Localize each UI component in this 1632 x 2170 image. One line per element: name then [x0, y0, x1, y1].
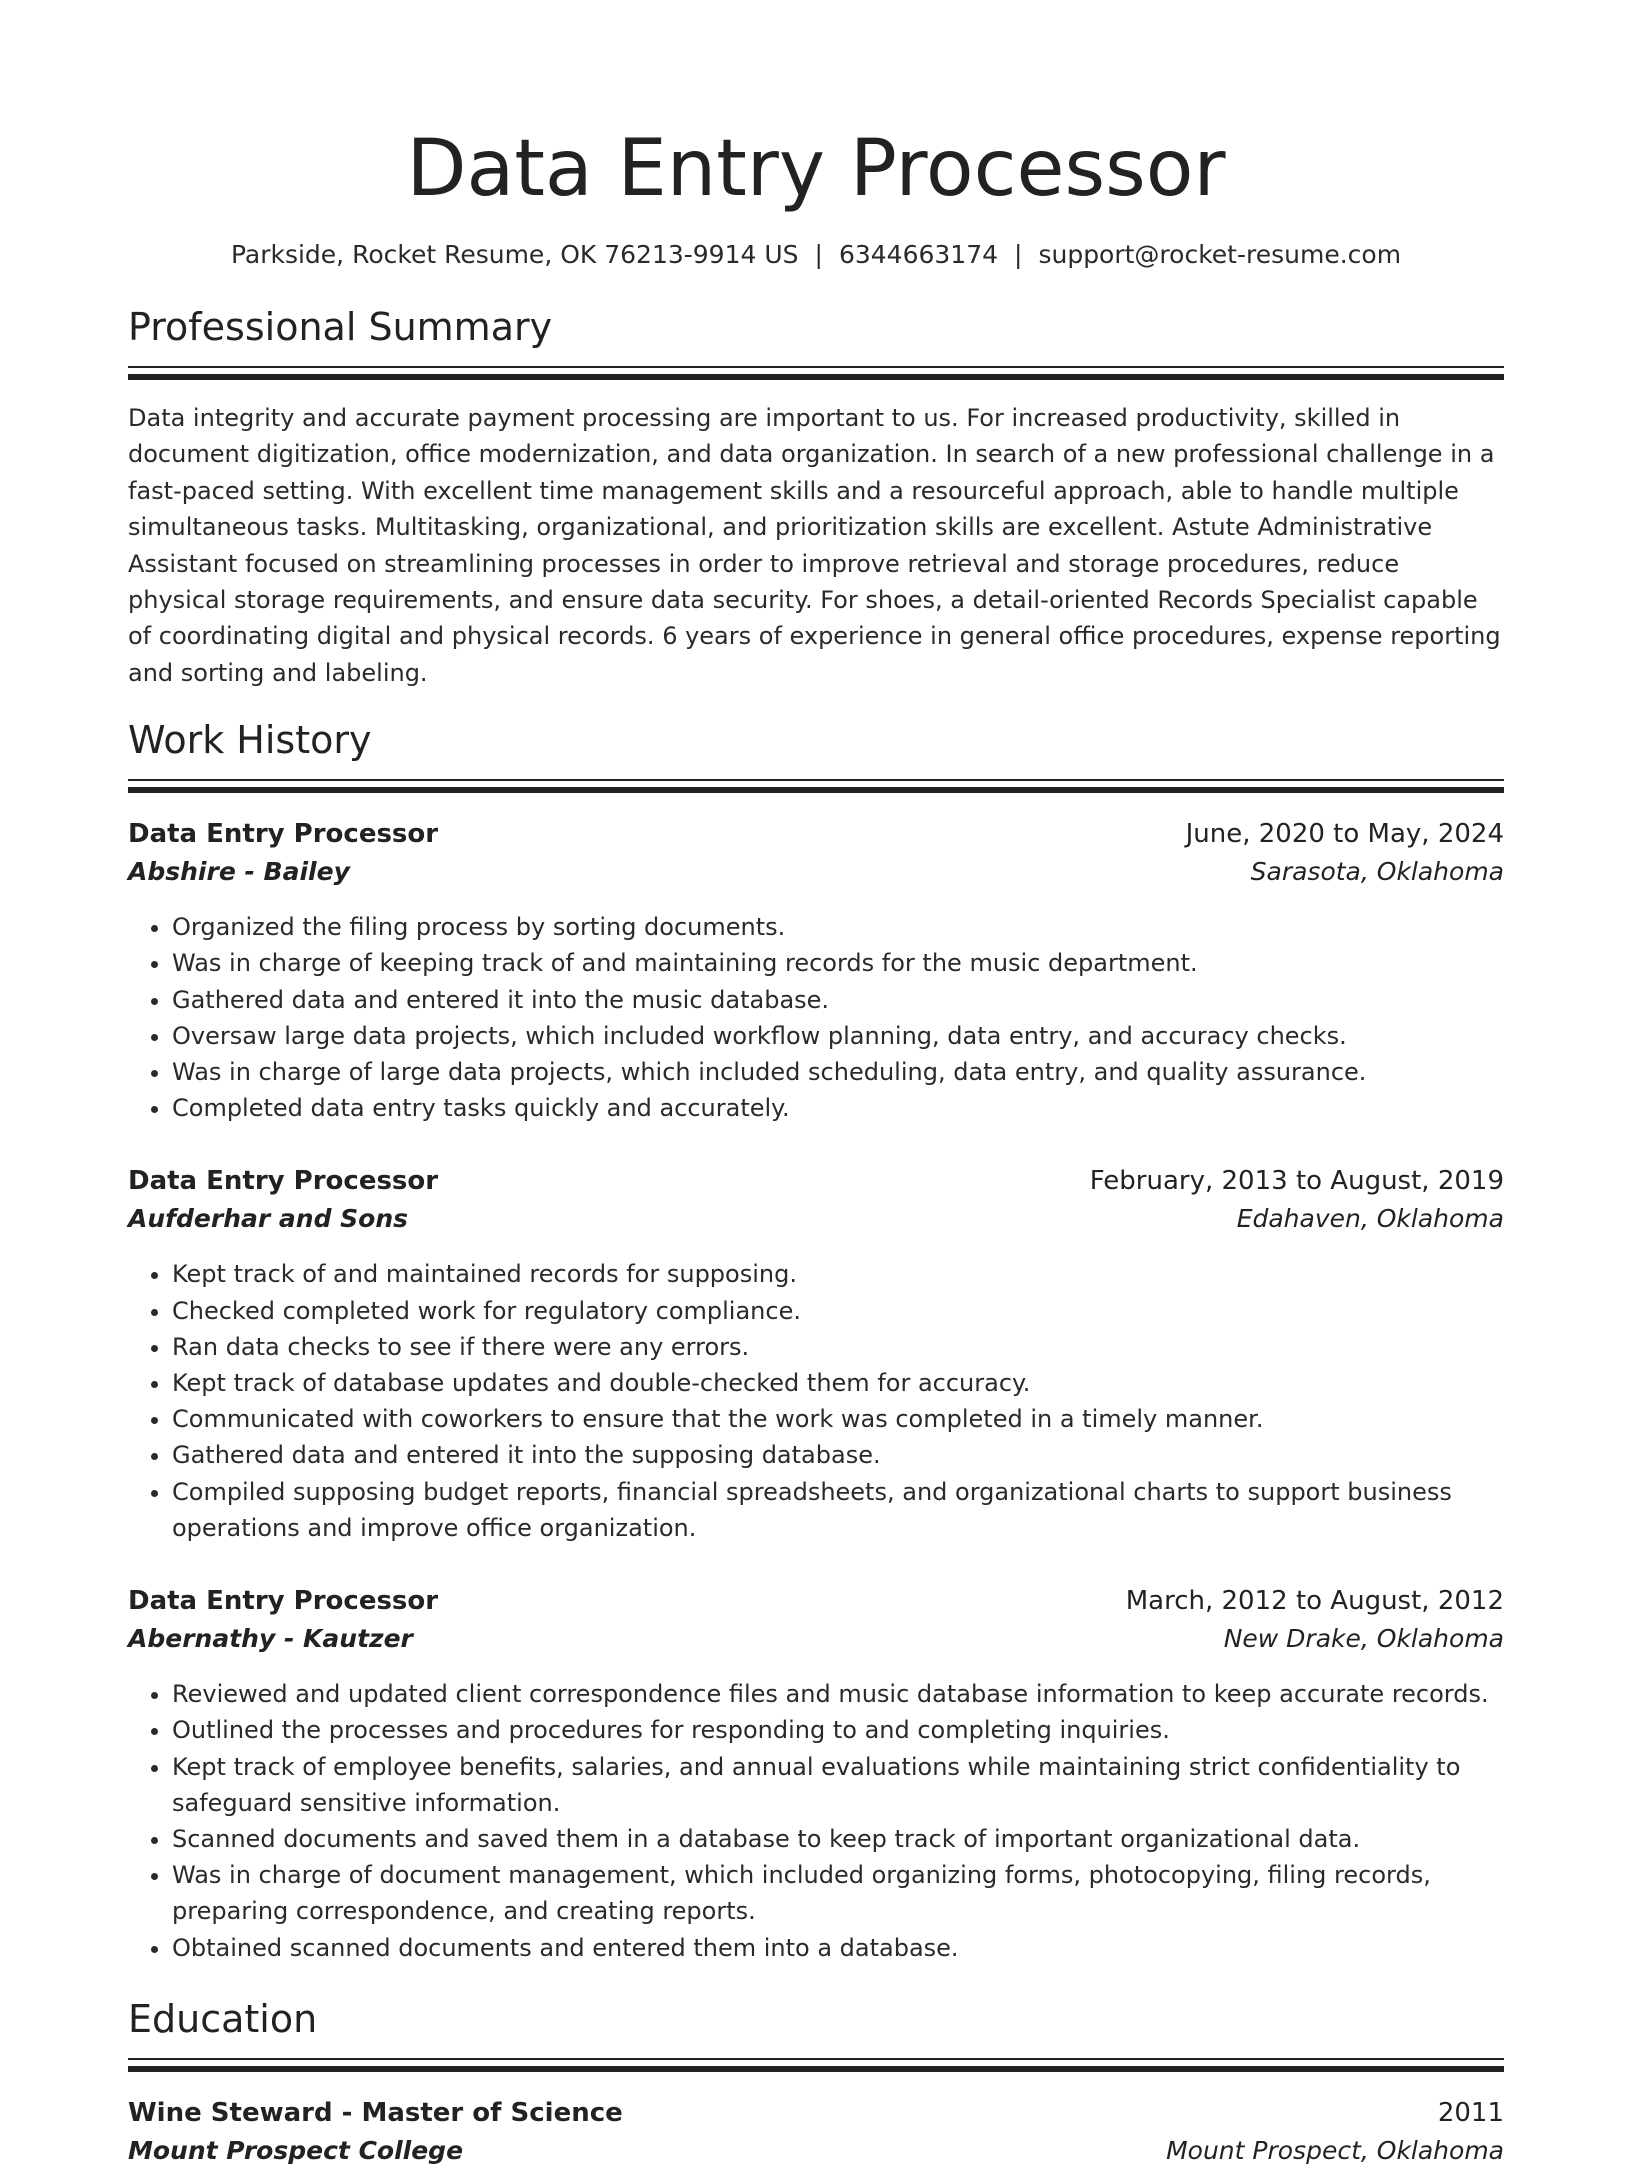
section-divider [128, 779, 1504, 793]
education-degree: Wine Steward - Master of Science [128, 2097, 623, 2128]
education-year: 2011 [1437, 2097, 1504, 2128]
job-bullet: • Was in charge of large data projects, which included scheduling, data entry, and quality assurance. [172, 1054, 1504, 1090]
education-location: Mount Prospect, Oklahoma [1166, 2135, 1504, 2165]
job-bullet: • Reviewed and updated client correspondence files and music database information to keep accurate records. [172, 1676, 1504, 1712]
education-school: Mount Prospect College [128, 2135, 464, 2165]
summary-text: Data integrity and accurate payment processing are important to us. For increased productivity, skilled in document digitization, office modernization, and data organization. In search of a new professional challenge in a fast-paced setting. With excellent time management skills and a resourceful approach, able to handle multiple simultaneous tasks. Multitasking, organizational, and prioritization skills are excellent. Astute Administrative Assistant focused on streamlining processes in order to improve retrieval and storage procedures, reduce physical storage requirements, and ensure data security. For shoes, a detail-oriented Records Specialist capable of coordinating digital and physical records. 6 years of experience in general office procedures, expense reporting and sorting and labeling. [128, 404, 1501, 687]
job-bullet: • Checked completed work for regulatory compliance. [172, 1293, 1504, 1329]
contact-address: Parkside, Rocket Resume, OK 76213-9914 US [230, 240, 799, 269]
job-bullet: • Gathered data and entered it into the supposing database. [172, 1437, 1504, 1473]
job-bullet: • Compiled supposing budget reports, financial spreadsheets, and organizational charts to support business operations and improve office organization. [172, 1474, 1504, 1546]
job-bullet: • Completed data entry tasks quickly and accurately. [172, 1090, 1504, 1126]
job-bullet: • Organized the filing process by sorting documents. [172, 909, 1504, 945]
job-bullet: • Kept track of employee benefits, salaries, and annual evaluations while maintaining strict confidentiality to safeguard sensitive information. [172, 1749, 1504, 1821]
job-employer: Aufderhar and Sons [128, 1204, 409, 1234]
contact-separator: | [814, 240, 823, 269]
job-bullet: • Kept track of and maintained records for supposing. [172, 1256, 1504, 1292]
section-divider [128, 366, 1504, 380]
education-section [128, 1994, 1504, 2170]
job-employer: Abshire - Bailey [128, 857, 350, 887]
job-bullet: • Was in charge of keeping track of and maintaining records for the music department. [172, 945, 1504, 981]
job-title: Data Entry Processor [128, 1166, 439, 1197]
job-employer: Abernathy - Kautzer [128, 1624, 413, 1654]
job-bullet: • Scanned documents and saved them in a database to keep track of important organizational data. [172, 1821, 1504, 1857]
job-bullet: • Gathered data and entered it into the music database. [172, 982, 1504, 1018]
job-bullet: • Outlined the processes and procedures for responding to and completing inquiries. [172, 1712, 1504, 1748]
job-title: Data Entry Processor [128, 1586, 439, 1617]
job-bullets [128, 1676, 1504, 1966]
section-divider [128, 2058, 1504, 2072]
job-location: Edahaven, Oklahoma [1236, 1204, 1504, 1234]
summary-heading: Professional Summary [128, 305, 553, 349]
job-location: Sarasota, Oklahoma [1250, 857, 1504, 887]
job-entry [128, 1582, 1504, 1966]
contact-line [128, 238, 1504, 272]
work-history-section [128, 715, 1504, 1965]
contact-phone: 6344663174 [838, 240, 999, 269]
job-bullet: • Communicated with coworkers to ensure that the work was completed in a timely manner. [172, 1401, 1504, 1437]
job-dates: June, 2020 to May, 2024 [1185, 819, 1504, 850]
job-bullet: • Kept track of database updates and double-checked them for accuracy. [172, 1365, 1504, 1401]
education-entry [128, 2094, 1504, 2170]
job-bullet: • Ran data checks to see if there were any errors. [172, 1329, 1504, 1365]
job-bullets [128, 909, 1504, 1126]
education-heading: Education [128, 1996, 318, 2041]
contact-separator: | [1014, 240, 1023, 269]
job-dates: February, 2013 to August, 2019 [1089, 1166, 1504, 1197]
job-entry [128, 815, 1504, 1126]
job-bullet: • Oversaw large data projects, which included workflow planning, data entry, and accuracy checks. [172, 1018, 1504, 1054]
contact-email: support@rocket-resume.com [1038, 240, 1402, 269]
job-entry [128, 1162, 1504, 1546]
job-dates: March, 2012 to August, 2012 [1125, 1586, 1504, 1617]
job-bullets [128, 1256, 1504, 1546]
resume-title: Data Entry Processor [406, 124, 1226, 214]
resume-page [128, 0, 1504, 2170]
job-location: New Drake, Oklahoma [1223, 1624, 1504, 1654]
work-history-heading: Work History [128, 718, 372, 763]
job-bullet: • Obtained scanned documents and entered them into a database. [172, 1930, 1504, 1966]
summary-section [128, 302, 1504, 691]
job-title: Data Entry Processor [128, 819, 439, 850]
job-bullet: • Was in charge of document management, which included organizing forms, photocopying, filing records, preparing correspondence, and creating reports. [172, 1857, 1504, 1929]
